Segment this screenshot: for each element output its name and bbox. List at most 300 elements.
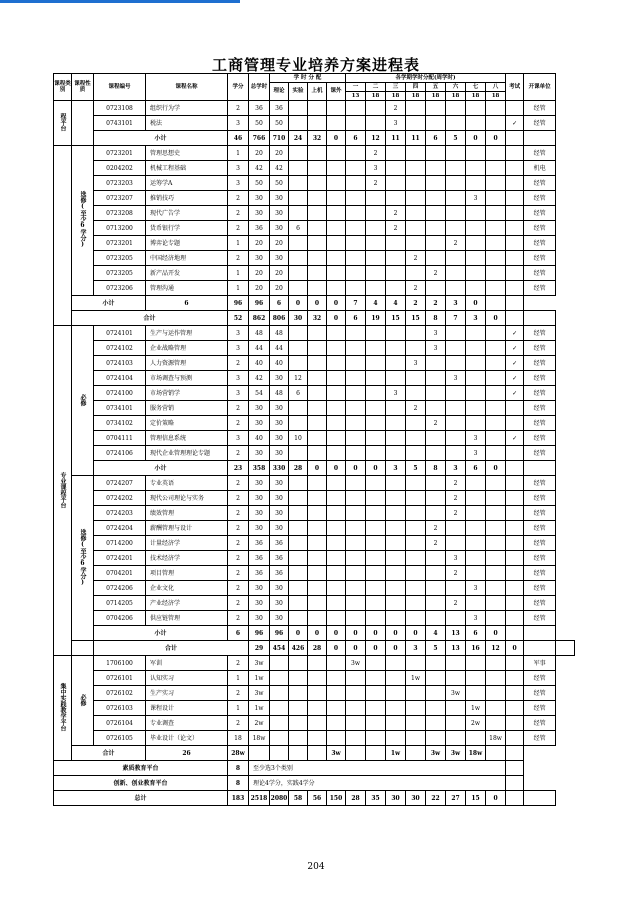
table-cell: 0 xyxy=(406,626,426,641)
table-cell xyxy=(366,371,386,386)
table-cell xyxy=(524,131,556,146)
table-cell: 6 xyxy=(466,626,486,641)
table-cell xyxy=(466,176,486,191)
table-cell xyxy=(346,206,366,221)
table-cell: 0 xyxy=(327,461,346,476)
table-cell: 2 xyxy=(228,476,249,491)
table-cell xyxy=(308,581,327,596)
table-cell xyxy=(327,386,346,401)
table-cell: 40 xyxy=(249,431,270,446)
table-cell xyxy=(426,236,446,251)
table-cell xyxy=(446,731,466,746)
table-row xyxy=(54,296,575,311)
table-cell: 358 xyxy=(249,461,270,476)
header-semester-weeks: 18 xyxy=(426,92,446,101)
table-cell: 技术经济学 xyxy=(146,551,228,566)
table-cell: 2 xyxy=(228,416,249,431)
table-cell: 4 xyxy=(426,626,446,641)
table-cell xyxy=(506,536,524,551)
table-cell: 1 xyxy=(228,671,249,686)
table-cell: 11 xyxy=(406,131,426,146)
table-cell: 32 xyxy=(308,311,327,326)
table-cell xyxy=(327,416,346,431)
table-row xyxy=(54,281,575,296)
table-cell xyxy=(406,746,426,761)
table-cell xyxy=(486,101,506,116)
table-row xyxy=(54,371,575,386)
table-cell xyxy=(446,401,466,416)
row-label: 创新、创业教育平台 xyxy=(54,776,228,791)
table-cell: 经管 xyxy=(524,101,556,116)
table-cell: 96 xyxy=(249,626,270,641)
table-cell xyxy=(506,191,524,206)
table-cell: 现代企业管理理论专题 xyxy=(146,446,228,461)
table-cell: 中国经济地理 xyxy=(146,251,228,266)
table-cell xyxy=(327,146,346,161)
header-semester-weeks: 13 xyxy=(346,92,366,101)
table-cell xyxy=(466,371,486,386)
table-cell xyxy=(406,551,426,566)
table-cell xyxy=(426,251,446,266)
table-cell xyxy=(289,686,308,701)
table-cell: 12 xyxy=(289,371,308,386)
table-cell: 30 xyxy=(270,206,289,221)
table-cell: 2w xyxy=(249,716,270,731)
table-cell xyxy=(366,476,386,491)
table-cell xyxy=(289,341,308,356)
table-cell: 19 xyxy=(366,311,386,326)
table-cell xyxy=(506,791,524,806)
table-cell xyxy=(506,491,524,506)
table-cell: 3w xyxy=(346,656,366,671)
table-cell: 183 xyxy=(228,791,249,806)
table-row xyxy=(54,776,575,791)
table-cell xyxy=(366,596,386,611)
table-cell xyxy=(406,176,426,191)
table-cell xyxy=(524,641,556,656)
table-cell xyxy=(366,521,386,536)
table-cell: 3 xyxy=(446,296,466,311)
table-cell xyxy=(327,476,346,491)
table-cell: 28w xyxy=(228,746,249,761)
table-cell: 经管 xyxy=(524,221,556,236)
table-cell: 3 xyxy=(466,311,486,326)
header-semester-weeks: 18 xyxy=(486,92,506,101)
table-cell xyxy=(406,116,426,131)
row-label: 小计 xyxy=(94,626,228,641)
table-cell: 10 xyxy=(289,431,308,446)
table-cell: 推销技巧 xyxy=(146,191,228,206)
table-cell: 经管 xyxy=(524,236,556,251)
table-cell: 2 xyxy=(228,506,249,521)
table-cell: 3 xyxy=(446,371,466,386)
table-cell xyxy=(289,671,308,686)
table-row xyxy=(54,641,575,656)
table-cell xyxy=(289,521,308,536)
table-cell: 28 xyxy=(308,641,327,656)
nature-label-elective xyxy=(72,146,94,296)
table-cell: 2 xyxy=(228,401,249,416)
table-cell xyxy=(446,176,466,191)
table-cell xyxy=(327,236,346,251)
table-cell xyxy=(289,326,308,341)
table-cell xyxy=(426,686,446,701)
table-cell xyxy=(406,416,426,431)
table-cell: 毕业设计（论文） xyxy=(146,731,228,746)
table-cell: 28 xyxy=(346,791,366,806)
table-cell xyxy=(446,716,466,731)
table-cell xyxy=(486,476,506,491)
table-cell xyxy=(446,611,466,626)
table-cell xyxy=(486,416,506,431)
table-cell xyxy=(506,776,524,791)
table-cell: 30 xyxy=(270,446,289,461)
table-row xyxy=(54,356,575,371)
table-cell xyxy=(466,686,486,701)
table-cell xyxy=(406,476,426,491)
table-cell: 2 xyxy=(228,611,249,626)
table-cell: 0 xyxy=(486,626,506,641)
table-cell xyxy=(366,206,386,221)
table-cell xyxy=(446,446,466,461)
table-cell: 服务营销 xyxy=(146,401,228,416)
table-cell xyxy=(366,746,386,761)
table-cell: 经管 xyxy=(524,401,556,416)
row-label: 0726103 xyxy=(94,701,146,716)
row-label: 0724201 xyxy=(94,551,146,566)
table-body xyxy=(54,101,575,806)
table-cell xyxy=(426,386,446,401)
table-cell xyxy=(486,671,506,686)
table-cell xyxy=(506,626,524,641)
table-cell: 20 xyxy=(270,266,289,281)
table-cell xyxy=(406,326,426,341)
header-semester-name: 五 xyxy=(426,83,446,92)
table-cell xyxy=(308,596,327,611)
row-label: 小计 xyxy=(72,296,146,311)
table-cell xyxy=(289,656,308,671)
table-cell xyxy=(366,686,386,701)
table-cell xyxy=(327,191,346,206)
table-cell xyxy=(446,146,466,161)
table-cell xyxy=(466,326,486,341)
table-cell: 42 xyxy=(249,161,270,176)
table-cell: 22 xyxy=(426,791,446,806)
table-cell xyxy=(386,596,406,611)
table-cell: 产业经济学 xyxy=(146,596,228,611)
table-cell xyxy=(366,731,386,746)
table-row xyxy=(54,206,575,221)
table-cell xyxy=(406,506,426,521)
table-cell: 2 xyxy=(228,206,249,221)
table-cell: 8 xyxy=(426,311,446,326)
table-cell xyxy=(386,176,406,191)
table-cell: 2518 xyxy=(249,791,270,806)
table-cell: 3 xyxy=(426,326,446,341)
table-cell xyxy=(426,101,446,116)
table-cell xyxy=(289,206,308,221)
table-cell: 6 xyxy=(426,131,446,146)
table-cell xyxy=(346,341,366,356)
table-cell: 3w xyxy=(426,746,446,761)
table-cell xyxy=(289,116,308,131)
table-cell: 30 xyxy=(270,416,289,431)
table-cell xyxy=(506,521,524,536)
table-cell: 0 xyxy=(308,296,327,311)
header-hour-allocation: 学 时 分 配 xyxy=(270,74,346,83)
table-cell xyxy=(506,221,524,236)
table-cell xyxy=(406,656,426,671)
table-cell: 3 xyxy=(446,461,466,476)
table-cell: 5 xyxy=(406,461,426,476)
table-cell: 30 xyxy=(270,401,289,416)
table-cell: 经管 xyxy=(524,371,556,386)
table-cell: 经管 xyxy=(524,281,556,296)
table-cell xyxy=(426,506,446,521)
table-cell xyxy=(308,446,327,461)
table-cell: 44 xyxy=(270,341,289,356)
table-cell: 13 xyxy=(446,626,466,641)
table-cell: ✓ xyxy=(506,386,524,401)
row-label: 0724102 xyxy=(94,341,146,356)
table-cell: 2 xyxy=(446,491,466,506)
table-row xyxy=(54,581,575,596)
table-cell xyxy=(346,446,366,461)
table-cell: 经管 xyxy=(524,566,556,581)
table-row xyxy=(54,266,575,281)
table-cell: 30 xyxy=(249,596,270,611)
table-cell: 经管 xyxy=(524,581,556,596)
table-cell xyxy=(524,626,556,641)
table-row xyxy=(54,536,575,551)
table-cell xyxy=(406,686,426,701)
table-cell: 3w xyxy=(249,656,270,671)
table-cell xyxy=(308,536,327,551)
table-cell: 3 xyxy=(446,551,466,566)
table-cell xyxy=(386,506,406,521)
table-cell xyxy=(524,791,556,806)
table-cell: 经管 xyxy=(524,266,556,281)
table-row xyxy=(54,566,575,581)
table-cell xyxy=(426,596,446,611)
table-cell xyxy=(346,251,366,266)
table-cell: 1 xyxy=(228,701,249,716)
row-label: 0724204 xyxy=(94,521,146,536)
table-cell: 2 xyxy=(228,521,249,536)
table-cell: 30 xyxy=(270,581,289,596)
table-cell xyxy=(327,611,346,626)
table-row xyxy=(54,416,575,431)
table-cell: 20 xyxy=(270,236,289,251)
table-cell xyxy=(486,176,506,191)
table-cell: 2 xyxy=(446,506,466,521)
table-cell xyxy=(446,266,466,281)
table-cell: 35 xyxy=(366,791,386,806)
table-row xyxy=(54,761,575,776)
table-cell xyxy=(506,761,524,776)
table-cell: 48 xyxy=(270,386,289,401)
table-cell: 30 xyxy=(249,476,270,491)
table-cell xyxy=(426,731,446,746)
nature-label-required-text: 必修 xyxy=(79,393,86,406)
table-cell xyxy=(386,191,406,206)
row-label: 0714205 xyxy=(94,596,146,611)
table-cell: 2 xyxy=(228,656,249,671)
row-label: 0724203 xyxy=(94,506,146,521)
table-cell: 30 xyxy=(270,476,289,491)
table-cell xyxy=(486,716,506,731)
table-cell xyxy=(289,476,308,491)
table-cell: 0 xyxy=(366,626,386,641)
table-cell: 薪酬管理与设计 xyxy=(146,521,228,536)
table-cell: 人力资源管理 xyxy=(146,356,228,371)
table-cell xyxy=(426,371,446,386)
table-cell: 2 xyxy=(228,491,249,506)
table-cell xyxy=(406,431,426,446)
table-cell xyxy=(289,581,308,596)
row-label: 0723208 xyxy=(94,206,146,221)
table-cell xyxy=(524,461,556,476)
table-cell xyxy=(346,281,366,296)
row-label: 0724202 xyxy=(94,491,146,506)
table-cell: 6 xyxy=(466,461,486,476)
table-cell: 36 xyxy=(270,536,289,551)
table-cell: 26 xyxy=(146,746,228,761)
table-cell: 6 xyxy=(346,131,366,146)
table-cell xyxy=(308,161,327,176)
table-cell xyxy=(466,566,486,581)
table-cell: 5 xyxy=(446,131,466,146)
table-cell xyxy=(506,656,524,671)
table-cell: 项目管理 xyxy=(146,566,228,581)
table-cell xyxy=(308,281,327,296)
table-cell: 29 xyxy=(249,641,270,656)
table-cell: 经管 xyxy=(524,176,556,191)
table-cell xyxy=(446,101,466,116)
table-cell: 0 xyxy=(308,461,327,476)
table-cell xyxy=(426,491,446,506)
table-cell xyxy=(406,206,426,221)
table-cell: 企业文化 xyxy=(146,581,228,596)
category-blank xyxy=(54,146,72,326)
table-cell xyxy=(486,386,506,401)
table-cell xyxy=(308,221,327,236)
table-cell xyxy=(506,311,524,326)
table-cell xyxy=(446,386,466,401)
table-cell: 2 xyxy=(446,566,466,581)
table-cell: 定价策略 xyxy=(146,416,228,431)
table-cell: 11 xyxy=(386,131,406,146)
table-cell xyxy=(327,161,346,176)
table-cell xyxy=(346,386,366,401)
table-cell: 市场调查与预测 xyxy=(146,371,228,386)
header-name: 课程名称 xyxy=(146,74,228,101)
table-cell xyxy=(446,326,466,341)
table-cell: 2 xyxy=(228,221,249,236)
table-cell xyxy=(270,701,289,716)
table-cell xyxy=(386,281,406,296)
header-code: 课程编号 xyxy=(94,74,146,101)
row-label: 0723207 xyxy=(94,191,146,206)
table-cell xyxy=(289,701,308,716)
table-cell xyxy=(386,161,406,176)
table-cell xyxy=(486,491,506,506)
table-cell: 30 xyxy=(289,311,308,326)
header-credits: 学分 xyxy=(228,74,249,101)
table-cell: 1w xyxy=(406,671,426,686)
table-cell: 426 xyxy=(289,641,308,656)
table-cell: 2 xyxy=(228,101,249,116)
table-cell: 0 xyxy=(506,641,524,656)
table-cell: 6 xyxy=(228,626,249,641)
table-cell xyxy=(308,116,327,131)
table-cell: 2 xyxy=(228,581,249,596)
table-cell xyxy=(366,701,386,716)
table-cell: ✓ xyxy=(506,116,524,131)
table-cell: 3 xyxy=(386,461,406,476)
table-cell xyxy=(386,476,406,491)
table-cell: 专业英语 xyxy=(146,476,228,491)
table-cell xyxy=(327,281,346,296)
table-cell xyxy=(406,371,426,386)
table-cell: 0 xyxy=(308,626,327,641)
table-row xyxy=(54,146,575,161)
table-cell xyxy=(466,521,486,536)
table-cell xyxy=(289,746,308,761)
table-cell: 16 xyxy=(466,641,486,656)
table-row xyxy=(54,131,575,146)
category-label-foundation-text: 程平台 xyxy=(59,113,66,131)
row-label: 0723206 xyxy=(94,281,146,296)
table-cell xyxy=(426,191,446,206)
header-category: 课程类别 xyxy=(54,74,72,101)
table-cell xyxy=(486,581,506,596)
table-cell: 0 xyxy=(486,311,506,326)
table-cell: 经管 xyxy=(524,446,556,461)
table-cell xyxy=(426,671,446,686)
table-cell: 96 xyxy=(270,626,289,641)
table-cell: 经管 xyxy=(524,191,556,206)
table-row xyxy=(54,161,575,176)
table-cell xyxy=(386,371,406,386)
table-cell xyxy=(289,161,308,176)
header-semester-weeks: 18 xyxy=(406,92,426,101)
table-cell: 8 xyxy=(228,776,249,791)
table-cell xyxy=(486,521,506,536)
table-cell: 经管 xyxy=(524,491,556,506)
table-cell xyxy=(406,521,426,536)
table-cell xyxy=(486,596,506,611)
table-cell xyxy=(506,716,524,731)
table-cell: 博弈论专题 xyxy=(146,236,228,251)
header-semester-weeks: 18 xyxy=(366,92,386,101)
table-cell xyxy=(406,191,426,206)
table-cell: 经管 xyxy=(524,476,556,491)
table-cell: 30 xyxy=(249,506,270,521)
table-cell: 36 xyxy=(249,221,270,236)
table-cell xyxy=(308,206,327,221)
table-cell: 18w xyxy=(249,731,270,746)
table-cell xyxy=(426,161,446,176)
category-label-professional xyxy=(54,326,72,656)
table-cell: 机电 xyxy=(524,161,556,176)
table-cell: 3 xyxy=(228,116,249,131)
table-cell xyxy=(426,281,446,296)
table-cell xyxy=(466,146,486,161)
table-row xyxy=(54,671,575,686)
table-cell: 3 xyxy=(228,371,249,386)
table-cell: 6 xyxy=(289,386,308,401)
